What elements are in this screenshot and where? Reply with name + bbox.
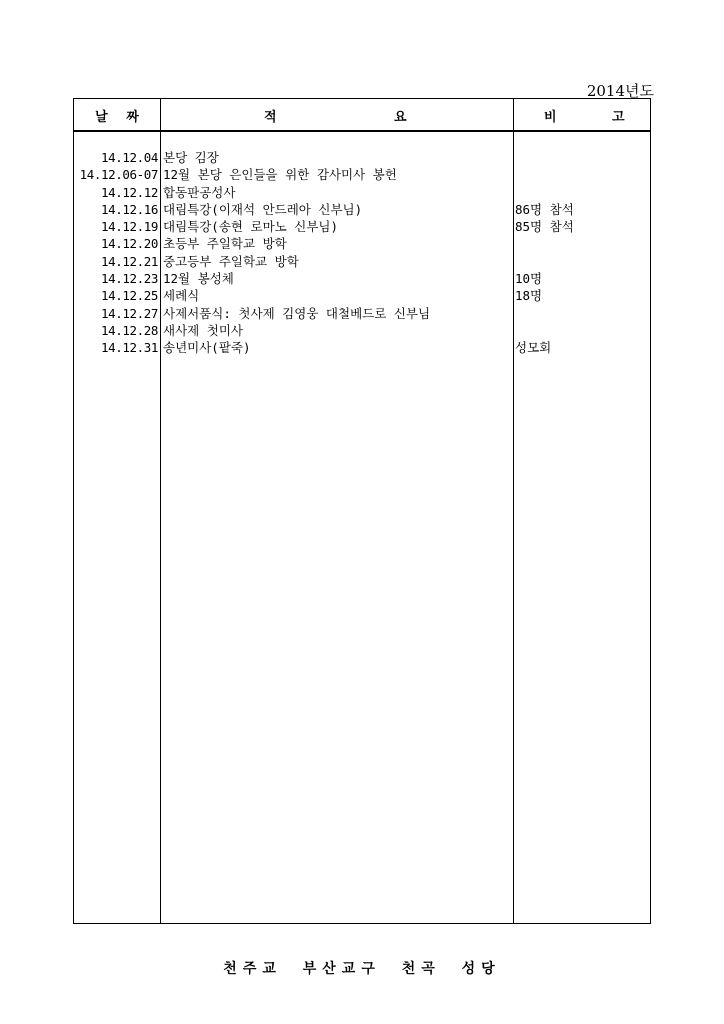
summary-cell: 중고등부 주일학교 방학 — [163, 253, 299, 269]
date-cell: 14.12.19 — [100, 219, 158, 235]
table-row — [74, 322, 650, 339]
summary-cell: 사제서품식: 첫사제 김영웅 대철베드로 신부님 — [163, 305, 431, 321]
date-cell: 14.12.23 — [100, 271, 158, 287]
summary-cell: 송년미사(팥죽) — [163, 340, 251, 356]
remark-cell: 10명 — [515, 271, 543, 287]
table-row — [74, 270, 650, 287]
header-remarks-part1: 비 — [544, 110, 557, 125]
activity-ledger-table — [73, 98, 651, 924]
date-cell: 14.12.04 — [100, 150, 158, 165]
table-row — [74, 253, 650, 270]
summary-cell: 본당 김장 — [163, 150, 219, 165]
remark-cell: 85명 참석 — [515, 219, 574, 235]
date-cell: 14.12.28 — [100, 322, 158, 338]
summary-cell: 새사제 첫미사 — [163, 322, 243, 338]
summary-cell: 12월 본당 은인들을 위한 감사미사 봉헌 — [163, 167, 397, 183]
table-row — [74, 184, 650, 201]
header-summary-part2: 요 — [394, 110, 407, 125]
summary-cell: 합동판공성사 — [163, 184, 236, 200]
summary-cell: 대림특강(이재석 안드레아 신부님) — [163, 201, 363, 217]
header-divider — [74, 130, 650, 132]
header-remarks-part2: 고 — [612, 110, 625, 125]
parish-footer: 천주교 부산교구 천곡 성당 — [223, 961, 501, 977]
date-cell: 14.12.12 — [100, 184, 158, 200]
summary-cell: 대림특강(송현 로마노 신부님) — [163, 219, 339, 235]
date-cell: 14.12.25 — [100, 288, 158, 304]
year-label: 2014년도 — [586, 82, 654, 100]
table-row — [74, 166, 650, 183]
summary-cell: 12월 봉성체 — [163, 271, 234, 287]
summary-cell: 초등부 주일학교 방학 — [163, 236, 287, 252]
table-row — [74, 235, 650, 252]
table-row — [74, 218, 650, 235]
table-row — [74, 339, 650, 356]
header-summary-part1: 적 — [264, 110, 277, 125]
table-row — [74, 305, 650, 322]
date-cell: 14.12.16 — [100, 201, 158, 217]
date-cell: 14.12.20 — [100, 236, 158, 252]
summary-cell: 세례식 — [163, 288, 200, 304]
remark-cell: 18명 — [515, 288, 543, 304]
date-cell: 14.12.06-07 — [79, 167, 158, 183]
date-cell: 14.12.27 — [100, 305, 158, 321]
table-row — [74, 149, 650, 166]
header-date: 날 짜 — [95, 110, 139, 125]
date-cell: 14.12.31 — [100, 340, 158, 356]
ledger-rows — [74, 149, 650, 357]
remark-cell: 86명 참석 — [515, 201, 574, 217]
table-row — [74, 287, 650, 304]
date-cell: 14.12.21 — [100, 253, 158, 269]
table-row — [74, 201, 650, 218]
remark-cell: 성모회 — [515, 340, 552, 356]
